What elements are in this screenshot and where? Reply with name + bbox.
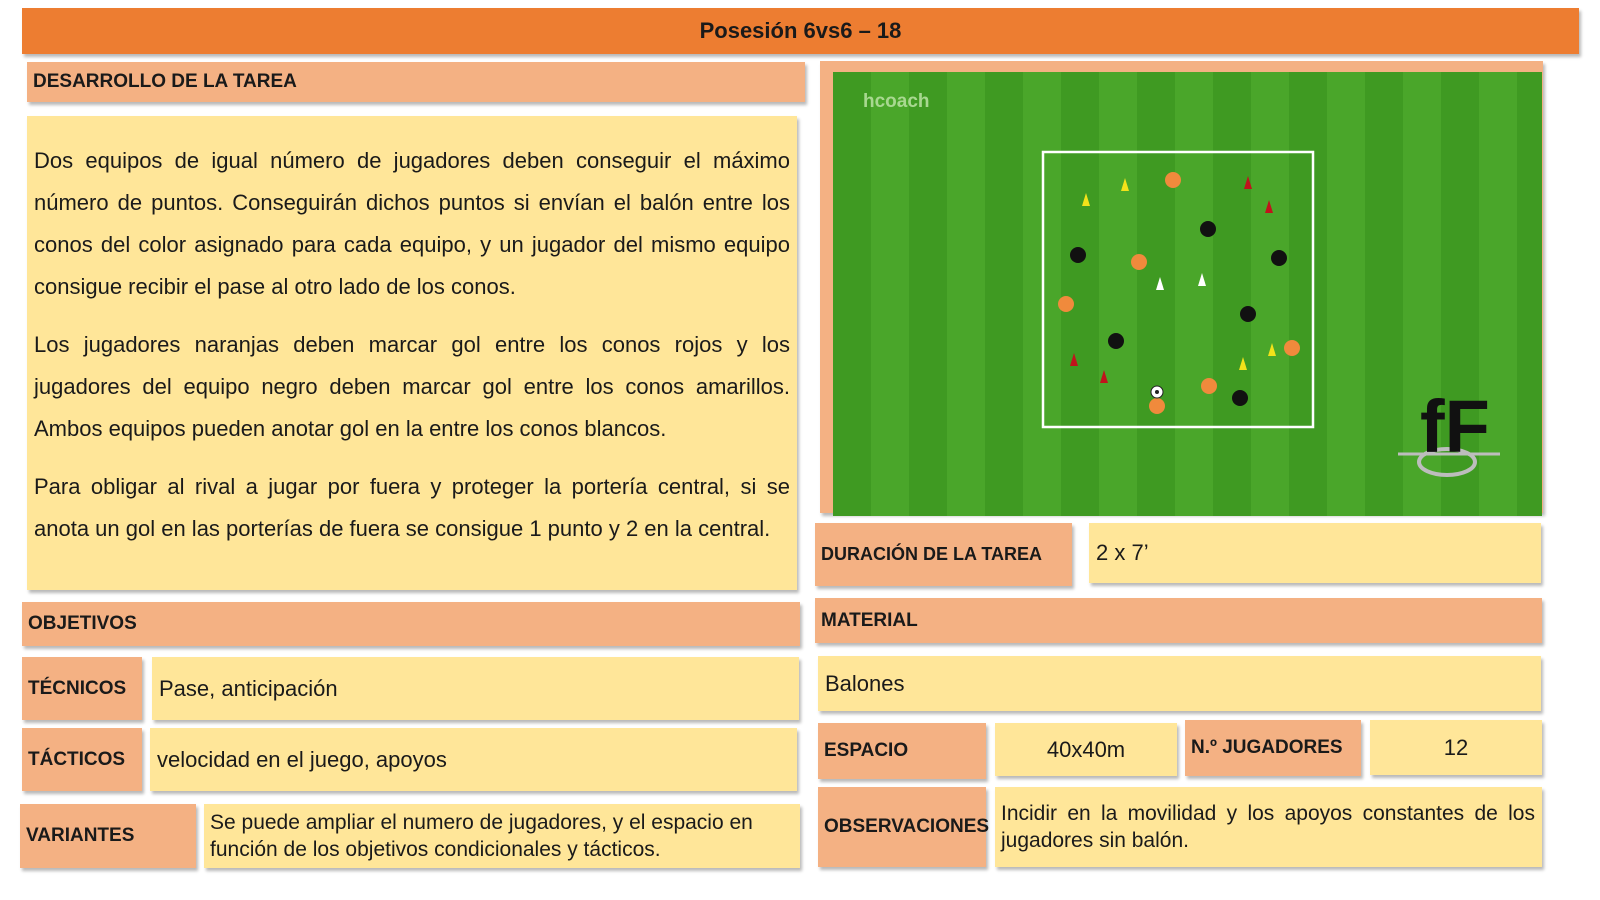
- orange-player-icon: [1131, 254, 1147, 270]
- orange-player-icon: [1149, 398, 1165, 414]
- orange-player-icon: [1058, 296, 1074, 312]
- desarrollo-paragraph-1: Dos equipos de igual número de jugadores deben conseguir el máximo número de puntos. Conseguirán dichos puntos si envían el balón entre los conos del color asignado para cada equipo, y un jugador del mismo equipo consigue recibir el pase al otro lado de los conos.: [34, 148, 790, 299]
- ball-icon: [1151, 386, 1163, 398]
- jugadores-value: 12: [1370, 720, 1542, 775]
- variantes-value: Se puede ampliar el numero de jugadores, y el espacio en función de los objetivos condicionales y tácticos.: [204, 804, 800, 868]
- duracion-label: DURACIÓN DE LA TAREA: [815, 523, 1072, 586]
- black-player-icon: [1240, 306, 1256, 322]
- tecnicos-value: Pase, anticipación: [152, 657, 799, 720]
- black-player-icon: [1108, 333, 1124, 349]
- black-player-icon: [1200, 221, 1216, 237]
- watermark-text: hcoach: [863, 91, 930, 112]
- diagram-frame: [820, 61, 1543, 513]
- tacticos-value: velocidad en el juego, apoyos: [150, 728, 797, 791]
- tacticos-label: TÁCTICOS: [22, 728, 142, 791]
- orange-player-icon: [1284, 340, 1300, 356]
- training-field: [833, 72, 1542, 516]
- espacio-value: 40x40m: [995, 723, 1177, 776]
- jugadores-label: N.º JUGADORES: [1185, 720, 1361, 776]
- material-header: MATERIAL: [815, 598, 1542, 643]
- black-player-icon: [1232, 390, 1248, 406]
- observaciones-label: OBSERVACIONES: [818, 787, 986, 867]
- desarrollo-header: DESARROLLO DE LA TAREA: [27, 62, 805, 102]
- logo-text: fF: [1420, 385, 1490, 468]
- material-value: Balones: [818, 656, 1541, 711]
- desarrollo-paragraph-3: Para obligar al rival a jugar por fuera y proteger la portería central, si se anota un gol en las porterías de fuera se consigue 1 punto y 2 en la central.: [34, 474, 790, 541]
- field-diagram: [833, 72, 1542, 516]
- black-player-icon: [1271, 250, 1287, 266]
- objetivos-header: OBJETIVOS: [22, 602, 800, 646]
- variantes-label: VARIANTES: [20, 804, 196, 868]
- observaciones-value: Incidir en la movilidad y los apoyos constantes de los jugadores sin balón.: [995, 787, 1542, 867]
- desarrollo-text-panel: [27, 116, 797, 590]
- page-title: Posesión 6vs6 – 18: [22, 8, 1579, 54]
- orange-player-icon: [1165, 172, 1181, 188]
- tecnicos-label: TÉCNICOS: [22, 657, 142, 720]
- desarrollo-paragraph-2: Los jugadores naranjas deben marcar gol entre los conos rojos y los jugadores del equipo negro deben marcar gol entre los conos amarillos. Ambos equipos pueden anotar gol en la entre los conos blancos.: [34, 332, 790, 441]
- espacio-label: ESPACIO: [818, 723, 986, 779]
- orange-player-icon: [1201, 378, 1217, 394]
- black-player-icon: [1070, 247, 1086, 263]
- duracion-value: 2 x 7’: [1089, 523, 1541, 583]
